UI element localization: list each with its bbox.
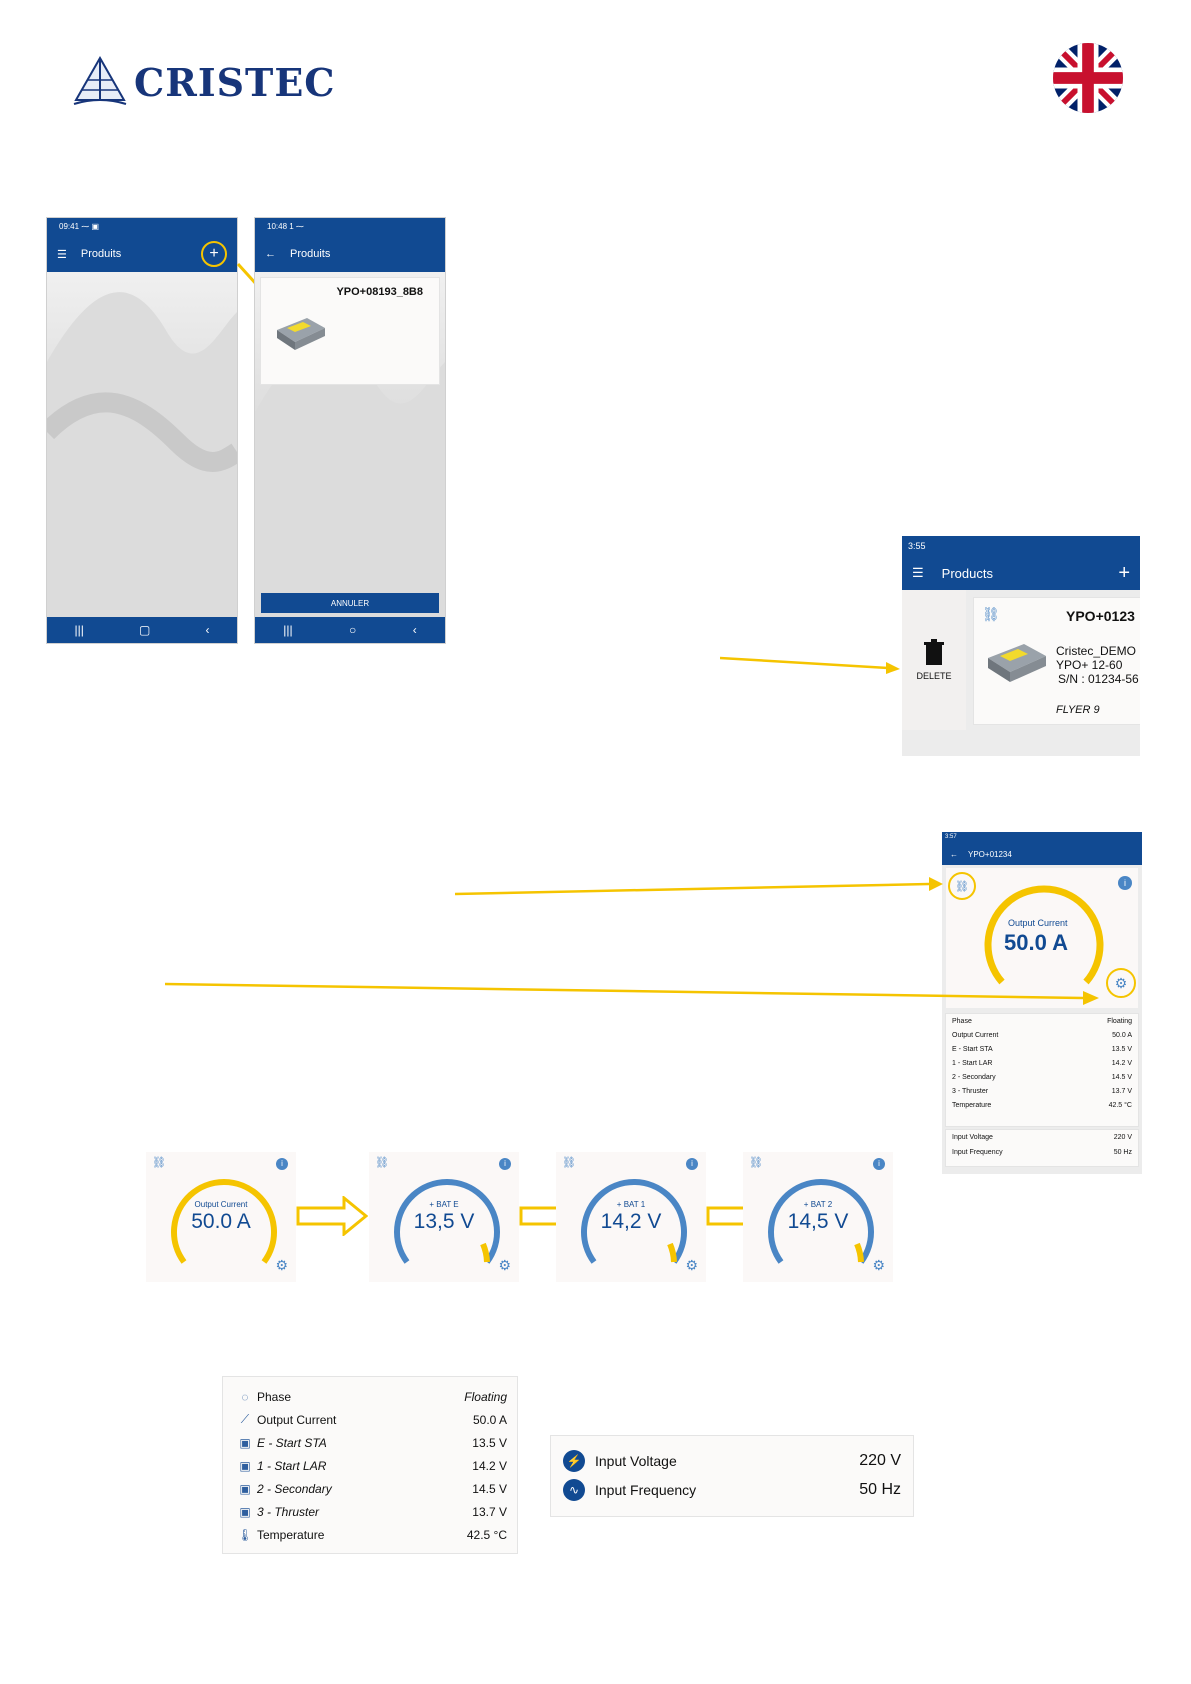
- table-row: [233, 1477, 507, 1500]
- cancel-button[interactable]: ANNULER: [261, 593, 439, 613]
- products-delete-screen: [902, 536, 1140, 756]
- menu-icon[interactable]: ☰: [912, 565, 924, 580]
- info-icon[interactable]: i: [499, 1158, 511, 1170]
- row-label: 2 - Secondary: [952, 1073, 996, 1081]
- gauge-label: + BAT 2: [803, 1200, 833, 1209]
- battery-icon: ▣: [239, 1435, 251, 1450]
- table-row: [563, 1446, 901, 1475]
- settings-icon[interactable]: ⚙: [685, 1257, 698, 1273]
- settings-icon[interactable]: ⚙: [275, 1257, 288, 1273]
- back-arrow-icon[interactable]: ←: [265, 248, 276, 260]
- row-label: E - Start STA: [257, 1435, 327, 1450]
- row-label: Phase: [952, 1017, 972, 1025]
- info-icon[interactable]: i: [873, 1158, 885, 1170]
- screen-title: Produits: [80, 248, 122, 260]
- table-row: [946, 1098, 1138, 1112]
- app-bar: [942, 843, 1142, 865]
- background-waves: [47, 272, 237, 617]
- thermometer-icon: 🌡: [237, 1527, 253, 1542]
- screen-title: Produits: [290, 248, 331, 260]
- table-row: [946, 1070, 1138, 1084]
- table-row: [946, 1042, 1138, 1056]
- bolt-icon: ⚡: [563, 1450, 585, 1472]
- settings-icon[interactable]: ⚙: [498, 1257, 511, 1273]
- row-label: Output Current: [952, 1031, 999, 1039]
- table-row: [946, 1130, 1138, 1145]
- row-label: 3 - Thruster: [257, 1504, 320, 1519]
- row-label: Input Voltage: [952, 1134, 993, 1141]
- system-nav-bar: [47, 617, 237, 643]
- table-row: [946, 1028, 1138, 1042]
- row-label: 3 - Thruster: [952, 1087, 989, 1095]
- table-row: [233, 1523, 507, 1546]
- add-product-icon[interactable]: +: [1118, 561, 1130, 584]
- row-value: 14.5 V: [472, 1481, 507, 1496]
- input-table: [946, 1130, 1138, 1166]
- pointer-arrow: [720, 652, 902, 676]
- phase-icon: ◌: [241, 1389, 249, 1404]
- status-bar: 3:57: [942, 832, 1142, 843]
- gauge-card[interactable]: [369, 1152, 519, 1282]
- status-bar: 3:55: [902, 536, 1140, 556]
- row-label: 2 - Secondary: [257, 1481, 332, 1496]
- row-label: Input Frequency: [595, 1481, 697, 1498]
- system-nav-bar: [255, 617, 445, 643]
- cristec-sail-icon: [72, 56, 128, 108]
- row-value: Floating: [464, 1389, 507, 1404]
- table-row: [233, 1408, 507, 1431]
- row-value: Floating: [1107, 1017, 1132, 1025]
- row-value: 13.5 V: [1111, 1045, 1132, 1053]
- recent-apps-icon[interactable]: |||: [74, 623, 84, 637]
- battery-icon: ▣: [239, 1481, 251, 1496]
- home-icon[interactable]: ○: [349, 623, 357, 637]
- charger-device-icon: [984, 638, 1050, 686]
- measurements-table: [946, 1014, 1138, 1126]
- found-product-card[interactable]: [261, 278, 439, 384]
- menu-icon[interactable]: ☰: [57, 248, 67, 261]
- gauge-value: 13,5 V: [413, 1210, 475, 1233]
- app-bar: [47, 236, 237, 272]
- row-value: 13.5 V: [472, 1435, 507, 1450]
- pointer-arrow: [165, 978, 1101, 1008]
- measurements-table-large: [223, 1377, 517, 1553]
- screen-title: Products: [941, 565, 993, 581]
- home-icon[interactable]: ▢: [139, 623, 151, 637]
- gauge-label: Output Current: [1008, 918, 1068, 928]
- row-label: Temperature: [952, 1101, 992, 1109]
- uk-flag-icon[interactable]: [1053, 43, 1123, 113]
- gauge-value: 14,2 V: [600, 1210, 662, 1233]
- phone-screen-products-empty: [46, 217, 238, 644]
- gauge-value: 50.0 A: [1004, 930, 1069, 955]
- row-value: 42.5 °C: [1108, 1101, 1132, 1109]
- table-row: [233, 1431, 507, 1454]
- info-icon[interactable]: i: [1118, 876, 1132, 890]
- app-bar: [255, 236, 445, 272]
- table-row: [233, 1385, 507, 1408]
- cristec-logo: [72, 56, 336, 108]
- battery-icon: ▣: [239, 1458, 251, 1473]
- unlink-button[interactable]: ⛓: [948, 872, 976, 900]
- delete-label: DELETE: [916, 671, 952, 681]
- row-value: 13.7 V: [472, 1504, 507, 1519]
- link-icon[interactable]: ⛓: [749, 1157, 763, 1169]
- product-model: YPO+ 12-60: [1056, 658, 1123, 672]
- pointer-arrow: [455, 874, 945, 904]
- gauge-label: Output Current: [194, 1200, 248, 1209]
- back-icon[interactable]: ‹: [205, 623, 210, 637]
- table-row: [946, 1084, 1138, 1098]
- product-name: Cristec_DEMO: [1056, 644, 1137, 658]
- link-icon[interactable]: ⛓: [562, 1157, 576, 1169]
- row-label: Input Frequency: [952, 1149, 1003, 1156]
- next-gauge-arrow: [296, 1196, 368, 1236]
- app-bar: [902, 556, 1140, 590]
- link-icon[interactable]: ⛓: [152, 1157, 166, 1169]
- current-icon: ⟋: [240, 1412, 250, 1426]
- table-row: [233, 1500, 507, 1523]
- settings-button[interactable]: ⚙: [1106, 968, 1136, 998]
- product-serial: S/N : 01234-56: [1058, 672, 1139, 686]
- gauge-card[interactable]: [743, 1152, 893, 1282]
- table-row: [233, 1454, 507, 1477]
- link-icon[interactable]: ⛓: [375, 1157, 389, 1169]
- product-card[interactable]: [974, 598, 1140, 724]
- row-value: 14.5 V: [1111, 1073, 1132, 1081]
- table-row: [946, 1014, 1138, 1028]
- settings-icon[interactable]: ⚙: [872, 1257, 885, 1273]
- input-table-large: [551, 1436, 913, 1516]
- table-row: [946, 1145, 1138, 1160]
- gauge-card[interactable]: [146, 1152, 296, 1282]
- info-icon[interactable]: i: [686, 1158, 698, 1170]
- row-value: 220 V: [1113, 1134, 1132, 1141]
- gauge-label: + BAT 1: [616, 1200, 646, 1209]
- recent-apps-icon[interactable]: |||: [283, 623, 293, 637]
- frequency-icon: ∿: [563, 1479, 585, 1501]
- battery-icon: ▣: [239, 1504, 251, 1519]
- row-label: Temperature: [257, 1527, 325, 1542]
- row-value: 13.7 V: [1111, 1087, 1132, 1095]
- row-value: 50.0 A: [1112, 1031, 1132, 1039]
- gauge-value: 14,5 V: [787, 1210, 849, 1233]
- info-icon[interactable]: i: [276, 1158, 288, 1170]
- status-bar: 09:41 ⁓ ▣: [47, 218, 237, 236]
- gauge-carousel: [146, 1152, 885, 1282]
- gauge-card[interactable]: [556, 1152, 706, 1282]
- row-value: 50.0 A: [472, 1412, 507, 1427]
- add-product-button[interactable]: +: [201, 241, 227, 267]
- row-value: 220 V: [859, 1451, 901, 1469]
- phone-screen-products-scan: [254, 217, 446, 644]
- row-label: 1 - Start LAR: [257, 1458, 327, 1473]
- row-label: E - Start STA: [952, 1045, 993, 1053]
- status-bar: 10:48 1 ⁓: [255, 218, 445, 236]
- product-id: YPO+08193_8B8: [336, 286, 423, 298]
- firmware-version: FLYER 9: [1056, 704, 1100, 716]
- charger-device-icon: [273, 312, 329, 352]
- product-id: YPO+0123: [1066, 608, 1135, 624]
- row-value: 50 Hz: [1113, 1149, 1132, 1156]
- row-value: 14.2 V: [1111, 1059, 1132, 1067]
- row-label: Input Voltage: [595, 1452, 677, 1469]
- row-value: 50 Hz: [859, 1480, 901, 1498]
- back-arrow-icon[interactable]: ←: [950, 849, 958, 859]
- gauge-label: + BAT E: [429, 1200, 459, 1209]
- row-label: Output Current: [257, 1412, 337, 1427]
- table-row: [946, 1056, 1138, 1070]
- unlinked-icon: ⛓: [982, 606, 1000, 622]
- row-label: Phase: [257, 1389, 292, 1404]
- delete-action[interactable]: [902, 590, 966, 730]
- row-value: 14.2 V: [472, 1458, 507, 1473]
- gauge-value: 50.0 A: [191, 1210, 251, 1233]
- row-value: 42.5 °C: [466, 1527, 507, 1542]
- back-icon[interactable]: ‹: [412, 623, 417, 637]
- trash-icon: [923, 639, 945, 667]
- table-row: [563, 1475, 901, 1504]
- screen-title: YPO+01234: [968, 849, 1012, 859]
- row-label: 1 - Start LAR: [952, 1059, 993, 1067]
- brand-name: CRISTEC: [134, 59, 336, 105]
